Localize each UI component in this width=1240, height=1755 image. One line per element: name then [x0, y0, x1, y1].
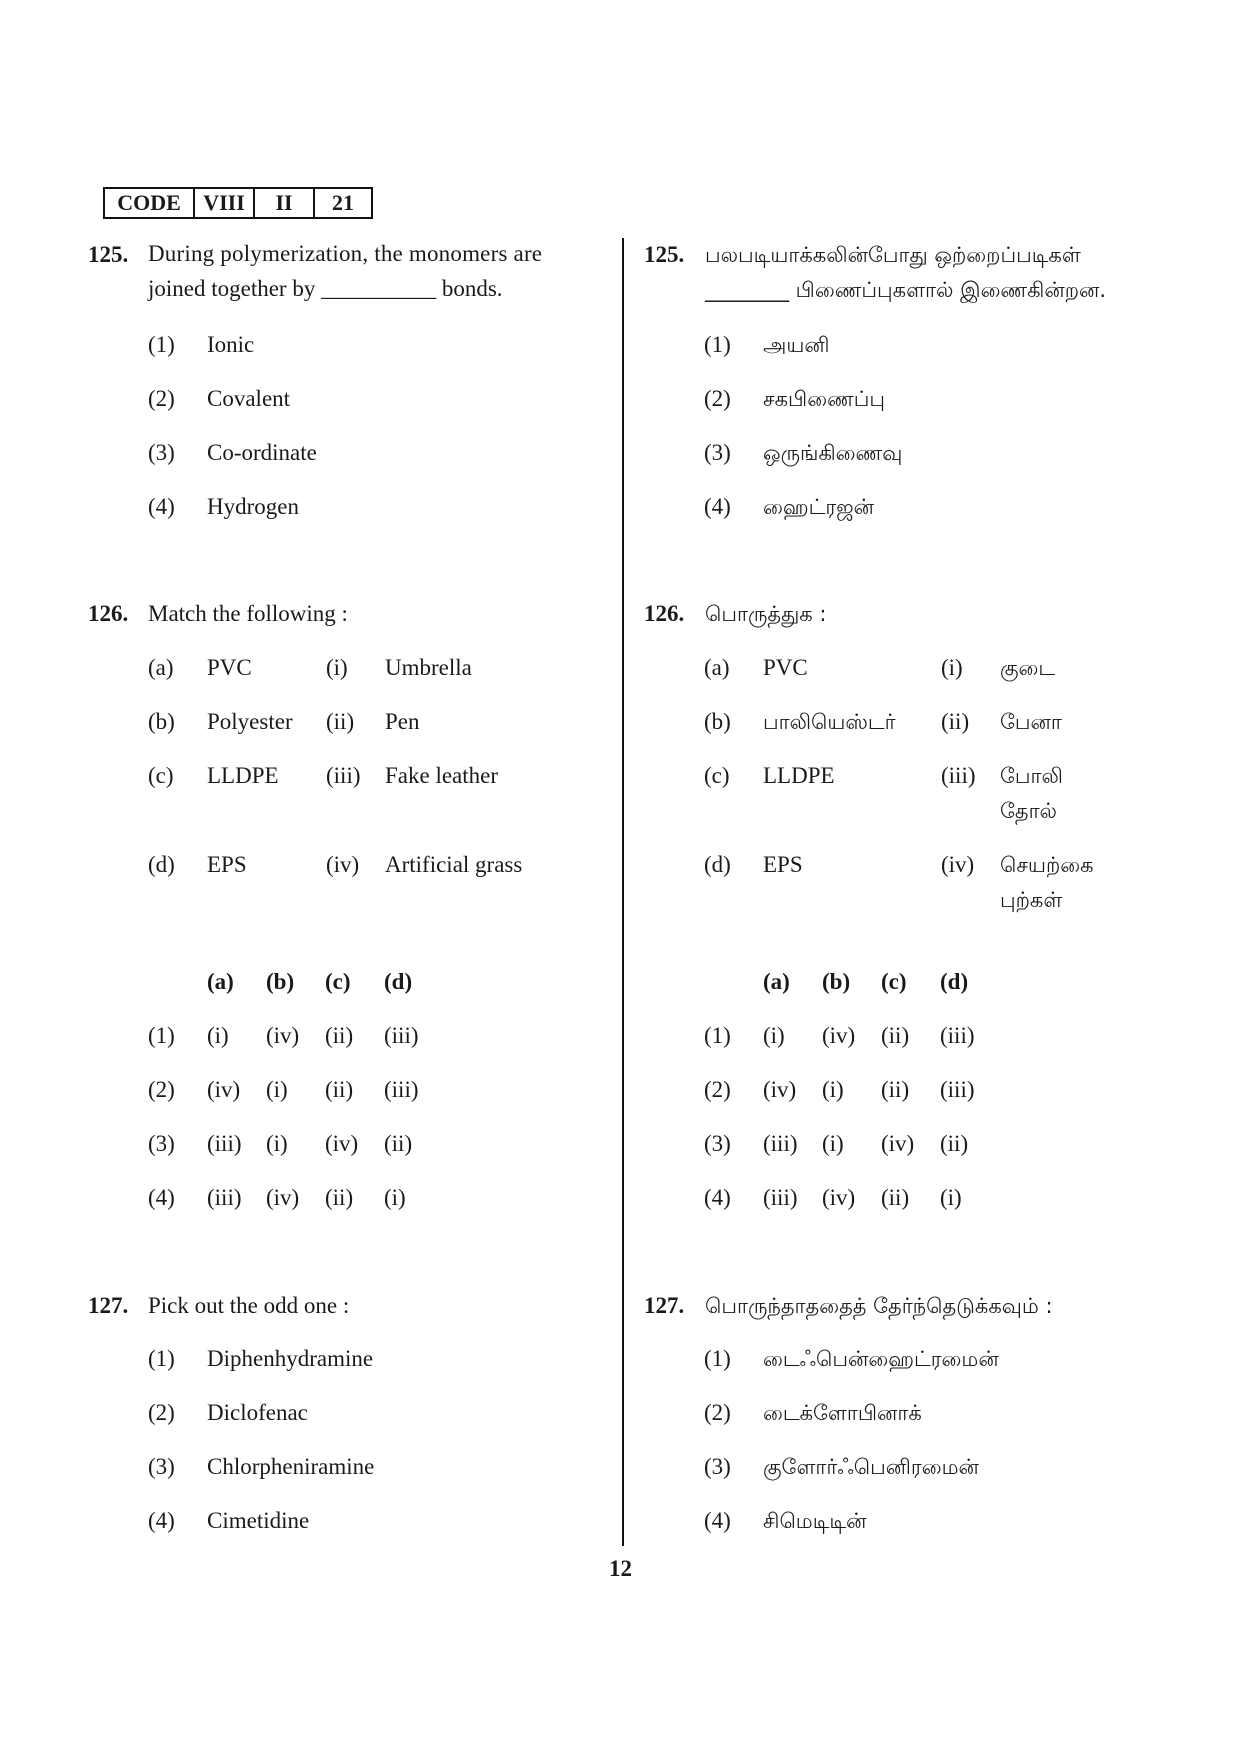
grid-cell: (iii): [207, 1185, 242, 1210]
option-number: (3): [148, 1454, 175, 1479]
grid-cell: (i): [822, 1077, 844, 1102]
pair-roman: (ii): [326, 709, 355, 734]
code-cell: CODE: [105, 189, 195, 217]
grid-cell: (iii): [384, 1023, 419, 1048]
option-text: Covalent: [207, 386, 291, 411]
option-number: (3): [704, 1131, 731, 1156]
question-number: 127.: [88, 1293, 129, 1318]
grid-cell: (ii): [325, 1185, 354, 1210]
option-number: (3): [704, 1454, 731, 1479]
pair-label: (b): [704, 709, 731, 734]
question-stem: பொருந்தாததைத் தேர்ந்தெடுக்கவும் :: [705, 1294, 1053, 1318]
grid-cell: (iv): [325, 1131, 359, 1156]
option-text: ஒருங்கிணைவு: [763, 441, 903, 465]
grid-cell: (iv): [822, 1185, 856, 1210]
question-number: 125.: [644, 242, 685, 267]
option-text: Diclofenac: [207, 1400, 308, 1425]
option-number: (2): [704, 1400, 731, 1425]
pair-item: EPS: [763, 852, 803, 877]
grid-cell: (ii): [940, 1131, 969, 1156]
grid-cell: (ii): [881, 1023, 910, 1048]
question-stem: Match the following :: [148, 601, 348, 626]
grid-cell: (ii): [325, 1077, 354, 1102]
grid-cell: (iii): [384, 1077, 419, 1102]
pair-item: PVC: [763, 655, 808, 680]
option-number: (3): [148, 1131, 175, 1156]
code-cell: VIII: [195, 189, 255, 217]
grid-cell: (iii): [763, 1131, 798, 1156]
question-stem: joined together by __________ bonds.: [148, 276, 503, 301]
grid-cell: (ii): [325, 1023, 354, 1048]
option-text: சகபிணைப்பு: [763, 387, 886, 411]
pair-label: (d): [148, 852, 175, 877]
option-number: (4): [148, 1185, 175, 1210]
question-stem: பலபடியாக்கலின்போது ஒற்றைப்படிகள்: [705, 243, 1081, 267]
pair-roman: (i): [326, 655, 348, 680]
pair-roman: (iv): [941, 852, 975, 877]
question-number: 126.: [88, 601, 129, 626]
code-box: [103, 187, 373, 219]
option-text: Diphenhydramine: [207, 1346, 374, 1371]
grid-cell: (iv): [822, 1023, 856, 1048]
pair-item: பாலியெஸ்டர்: [763, 710, 896, 734]
grid-header: (b): [822, 969, 851, 994]
grid-cell: (iv): [266, 1185, 300, 1210]
grid-cell: (i): [763, 1023, 785, 1048]
grid-cell: (iv): [207, 1077, 241, 1102]
option-number: (3): [148, 440, 175, 465]
pair-roman: (iii): [941, 763, 976, 788]
question-stem: பொருத்துக :: [705, 602, 827, 626]
question-number: 125.: [88, 242, 129, 267]
pair-match: தோல்: [1000, 799, 1057, 823]
pair-match: Fake leather: [385, 763, 499, 788]
pair-roman: (i): [941, 655, 963, 680]
pair-roman: (ii): [941, 709, 970, 734]
option-number: (1): [148, 332, 175, 357]
grid-cell: (i): [384, 1185, 406, 1210]
pair-label: (a): [148, 655, 174, 680]
option-number: (1): [704, 1023, 731, 1048]
question-stem: During polymerization, the monomers are: [148, 241, 543, 266]
grid-cell: (iii): [940, 1023, 975, 1048]
pair-match: புற்கள்: [1000, 888, 1063, 912]
pair-match: செயற்கை: [1000, 853, 1094, 877]
grid-cell: (i): [940, 1185, 962, 1210]
grid-cell: (iv): [266, 1023, 300, 1048]
option-text: டைஃபென்ஹைட்ரமைன்: [763, 1347, 999, 1371]
grid-cell: (i): [207, 1023, 229, 1048]
option-number: (4): [704, 1185, 731, 1210]
option-text: Co-ordinate: [207, 440, 317, 465]
option-text: குளோர்ஃபெனிரமைன்: [763, 1455, 979, 1479]
pair-item: EPS: [207, 852, 247, 877]
option-text: Chlorpheniramine: [207, 1454, 375, 1479]
option-text: டைக்ளோபினாக்: [763, 1401, 922, 1425]
option-number: (3): [704, 440, 731, 465]
grid-cell: (iii): [940, 1077, 975, 1102]
pair-label: (d): [704, 852, 731, 877]
code-cell: 21: [332, 190, 354, 215]
pair-roman: (iv): [326, 852, 360, 877]
pair-item: LLDPE: [763, 763, 835, 788]
grid-cell: (i): [266, 1131, 288, 1156]
pair-label: (b): [148, 709, 175, 734]
grid-header: (a): [207, 969, 234, 994]
question-stem: Pick out the odd one :: [148, 1293, 350, 1318]
option-number: (4): [148, 1508, 175, 1533]
option-number: (1): [148, 1023, 175, 1048]
option-text: சிமெடிடின்: [763, 1509, 867, 1533]
pair-item: Polyester: [207, 709, 293, 734]
option-number: (4): [704, 1508, 731, 1533]
column-divider: [622, 238, 624, 1546]
option-text: Hydrogen: [207, 494, 299, 519]
question-stem: ________ பிணைப்புகளால் இணைகின்றன.: [705, 278, 1107, 302]
grid-header: (d): [384, 969, 413, 994]
option-text: ஹைட்ரஜன்: [763, 495, 875, 519]
pair-item: PVC: [207, 655, 252, 680]
grid-header: (a): [763, 969, 790, 994]
option-number: (4): [148, 494, 175, 519]
option-number: (2): [148, 1077, 175, 1102]
grid-header: (c): [325, 969, 351, 994]
option-number: (1): [148, 1346, 175, 1371]
grid-cell: (ii): [881, 1077, 910, 1102]
pair-match: குடை: [1000, 656, 1056, 680]
pair-match: போலி: [1000, 764, 1063, 788]
option-number: (2): [148, 1400, 175, 1425]
grid-cell: (iii): [763, 1185, 798, 1210]
grid-cell: (i): [822, 1131, 844, 1156]
grid-cell: (i): [266, 1077, 288, 1102]
grid-header: (d): [940, 969, 969, 994]
option-number: (4): [704, 494, 731, 519]
option-number: (1): [704, 332, 731, 357]
grid-cell: (ii): [881, 1185, 910, 1210]
pair-match: Pen: [385, 709, 420, 734]
grid-cell: (iii): [207, 1131, 242, 1156]
grid-header: (b): [266, 969, 295, 994]
code-cell: II: [255, 189, 315, 217]
question-number: 126.: [644, 601, 685, 626]
option-number: (2): [704, 386, 731, 411]
pair-match: Artificial grass: [385, 852, 523, 877]
page-number: 12: [609, 1556, 632, 1581]
option-text: Cimetidine: [207, 1508, 310, 1533]
option-number: (2): [704, 1077, 731, 1102]
option-text: Ionic: [207, 332, 255, 357]
pair-label: (a): [704, 655, 730, 680]
option-number: (1): [704, 1346, 731, 1371]
grid-cell: (iv): [881, 1131, 915, 1156]
pair-match: Umbrella: [385, 655, 472, 680]
grid-header: (c): [881, 969, 907, 994]
pair-match: பேனா: [1000, 710, 1062, 734]
question-number: 127.: [644, 1293, 685, 1318]
pair-item: LLDPE: [207, 763, 279, 788]
option-number: (2): [148, 386, 175, 411]
grid-cell: (iv): [763, 1077, 797, 1102]
option-text: அயனி: [763, 333, 830, 357]
pair-label: (c): [704, 763, 730, 788]
pair-roman: (iii): [326, 763, 361, 788]
grid-cell: (ii): [384, 1131, 413, 1156]
pair-label: (c): [148, 763, 174, 788]
